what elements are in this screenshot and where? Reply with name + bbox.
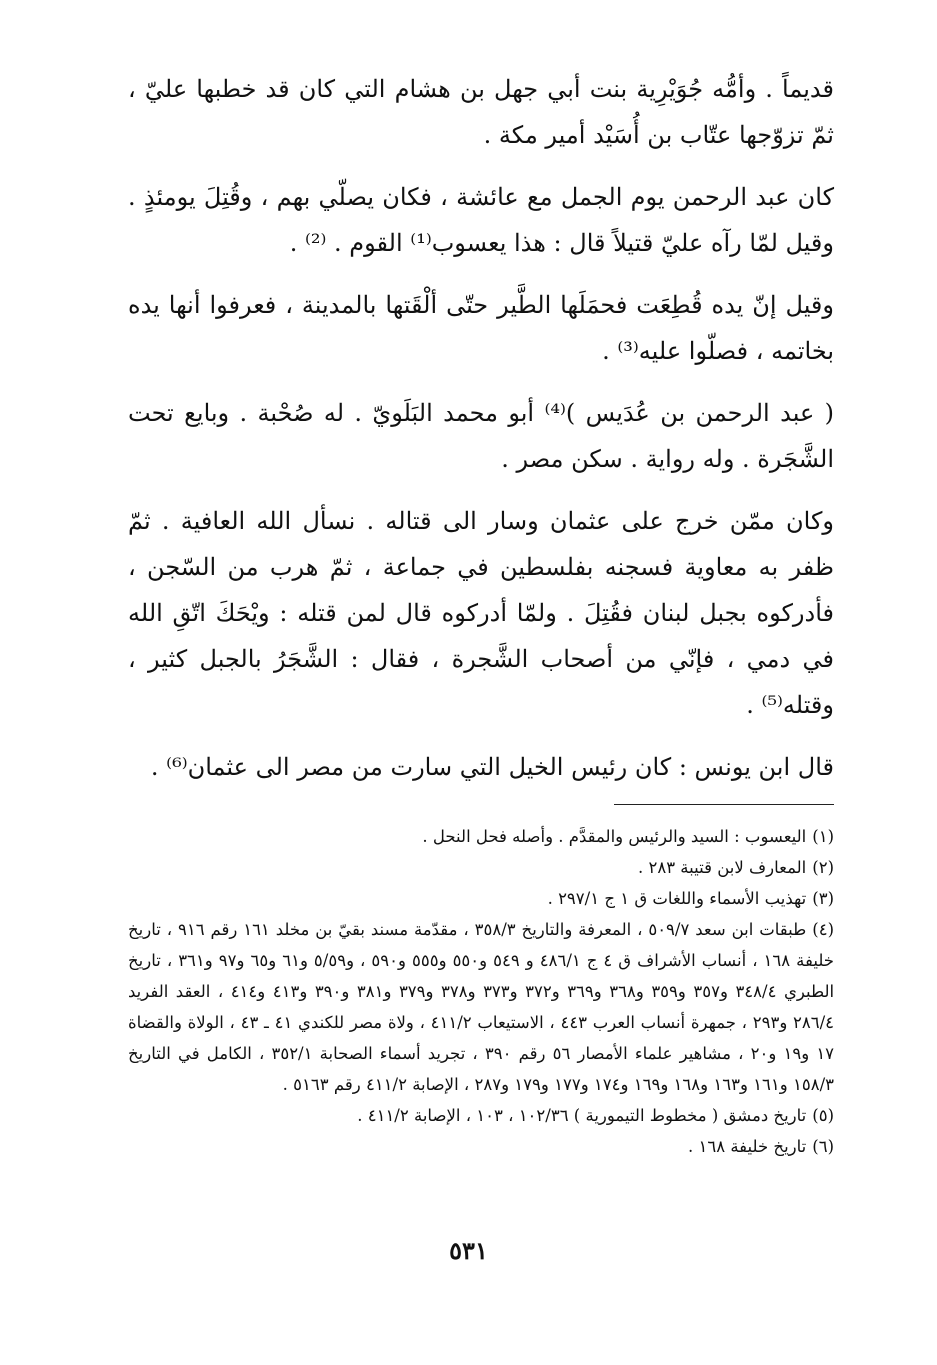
footnotes — [128, 821, 834, 1162]
footnote-number: (٥) — [812, 1106, 834, 1125]
footnote-number: (٣) — [812, 889, 834, 908]
main-text — [128, 66, 834, 790]
footnote-divider — [614, 804, 834, 805]
paragraph-1: قديماً . وأمُّه جُوَيْرِية بنت أبي جهل بن هشام التي كان قد خطبها عليّ ، ثمّ تزوّجها عتّاب بن أُسَيْد أمير مكة . — [128, 75, 834, 149]
footnote-text: تاريخ دمشق ( مخطوط التيمورية ) ١٠٢/٣٦ ، ١٠٣ ، الإصابة ٤١١/٢ . — [357, 1106, 807, 1125]
footnote-2 — [128, 852, 834, 883]
paragraph-3: وقيل إنّ يده قُطِعَت فحمَلَها الطَّير حتّى ألْقَتها بالمدينة ، فعرفوا أنها يده بخاتمه ، فصلّوا عليه⁽³⁾ . — [128, 291, 834, 365]
footnote-text: تهذيب الأسماء واللغات ق ١ ج ٢٩٧/١ . — [547, 889, 807, 908]
footnote-number: (١) — [812, 827, 834, 846]
footnote-4 — [128, 914, 834, 1100]
footnote-number: (٤) — [812, 920, 834, 939]
footnote-1 — [128, 821, 834, 852]
footnote-text: طبقات ابن سعد ٥٠٩/٧ ، المعرفة والتاريخ ٣٥٨/٣ ، مقدّمة مسند بقيّ بن مخلد ١٦١ رقم ٩١٦ ، تاريخ خليفة ١٦٨ ، أنساب الأشراف ق ٤ ج ٤٨٦/١ و ٥٤٩ و٥٥٠ و٥٥٥ و٥٩٠ ، و٥/٥٩ و٦١ و٦٥ و٩٧ و٣٦١ ، تاريخ الطبري ٣٤٨/٤ و٣٥٧ و٣٥٩ و٣٦٨ و٣٦٩ و٣٧٢ و٣٧٣ و٣٧٨ و٣٧٩ و٣٨١ و٣٩٠ و٤١٣ و٤١٤ ، العقد الفريد ٢٨٦/٤ و٢٩٣ ، جمهرة أنساب العرب ٤٤٣ ، الاستيعاب ٤١١/٢ ، ولاة مصر للكندي ٤١ ـ ٤٣ ، الولاة والقضاة ١٧ و١٩ و٢٠ ، مشاهير علماء الأمصار ٥٦ رقم ٣٩٠ ، تجريد أسماء الصحابة ٣٥٢/١ ، الكامل في التاريخ ١٥٨/٣ و١٦١ و١٦٣ و١٦٨ و١٦٩ و١٧٤ و١٧٧ و١٧٩ و٢٨٧ ، الإصابة ٤١١/٢ رقم ٥١٦٣ . — [128, 920, 835, 1094]
footnote-number: (٢) — [812, 858, 834, 877]
paragraph-2: كان عبد الرحمن يوم الجمل مع عائشة ، فكان يصلّي بهم ، وقُتِلَ يومئذٍ . وقيل لمّا رآه عليّ قتيلاً قال : هذا يعسوب⁽¹⁾ القوم . ⁽²⁾ . — [128, 183, 834, 257]
footnote-number: (٦) — [812, 1137, 834, 1156]
footnote-5 — [128, 1100, 834, 1131]
page-body — [128, 66, 834, 1162]
paragraph-5: وكان ممّن خرج على عثمان وسار الى قتاله . نسأل الله العافية . ثمّ ظفر به معاوية فسجنه بفلسطين في جماعة ، ثمّ هرب من السّجن ، فأدركوه بجبل لبنان فقُتِلَ . ولمّا أدركوه قال لمن قتله : ويْحَكَ اتّقِ الله في دمي ، فإنّي من أصحاب الشَّجرة ، فقال : الشَّجَرُ بالجبل كثير ، وقتله⁽⁵⁾ . — [128, 507, 834, 719]
footnote-text: تاريخ خليفة ١٦٨ . — [688, 1137, 807, 1156]
paragraph-6: قال ابن يونس : كان رئيس الخيل التي سارت من مصر الى عثمان⁽⁶⁾ . — [150, 753, 834, 781]
footnote-3 — [128, 883, 834, 914]
footnote-text: المعارف لابن قتيبة ٢٨٣ . — [637, 858, 807, 877]
paragraph-4: ( عبد الرحمن بن عُدَيس )⁽⁴⁾ أبو محمد البَلَويّ . له صُحْبة . وبايع تحت الشَّجَرة . وله رواية . سكن مصر . — [128, 399, 834, 473]
footnote-6 — [128, 1131, 834, 1162]
footnote-text: اليعسوب : السيد والرئيس والمقدَّم . وأصله فحل النحل . — [422, 827, 807, 846]
page-number: ٥٣١ — [449, 1236, 488, 1265]
